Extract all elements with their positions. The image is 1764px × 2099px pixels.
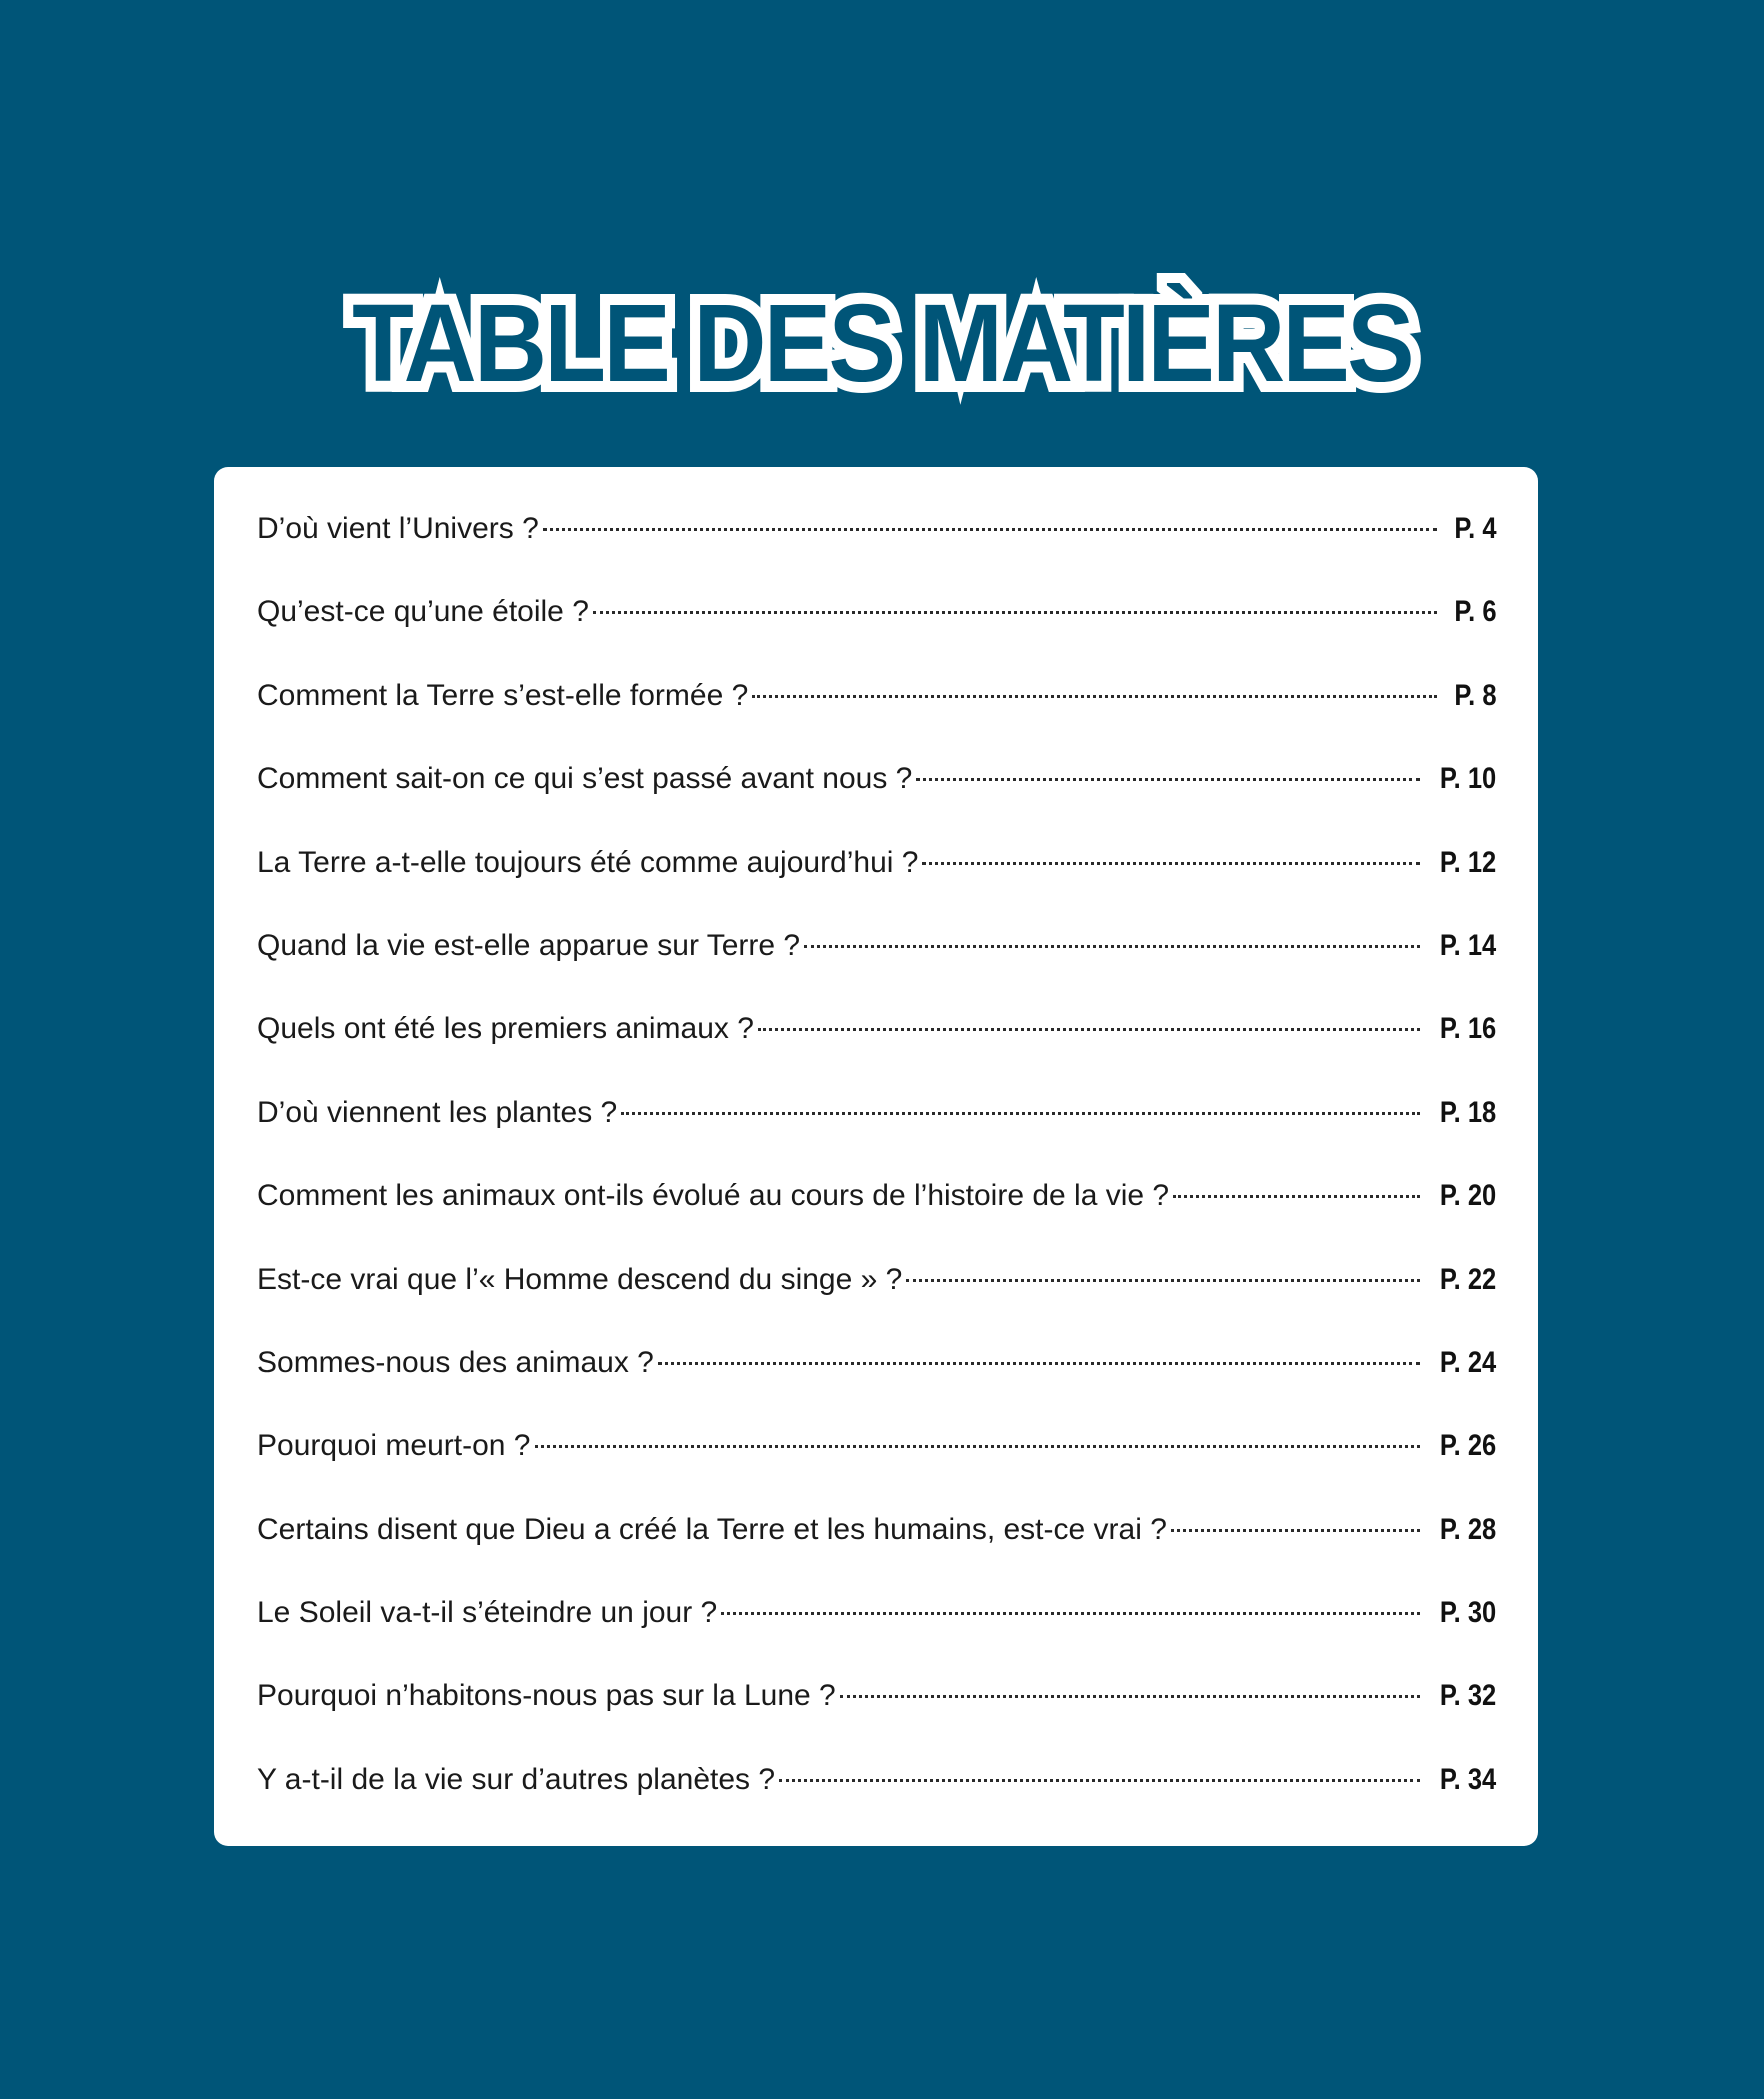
- dot-leader: [658, 1362, 1420, 1365]
- toc-entry-label: D’où vient l’Univers ?: [257, 512, 539, 545]
- toc-entry-label: Sommes-nous des animaux ?: [257, 1345, 654, 1379]
- toc-entry-page: P. 12: [1439, 845, 1496, 879]
- toc-entry[interactable]: [257, 1154, 1496, 1237]
- toc-entry-page: P. 26: [1439, 1429, 1496, 1463]
- toc-entry[interactable]: [257, 1238, 1496, 1321]
- toc-entry-label: Comment la Terre s’est-elle formée ?: [257, 678, 749, 712]
- toc-entry-label: D’où viennent les plantes ?: [257, 1095, 618, 1129]
- toc-entry[interactable]: [257, 904, 1496, 987]
- dot-leader: [922, 862, 1419, 865]
- toc-entry-page: P. 30: [1439, 1596, 1496, 1630]
- dot-leader: [916, 778, 1419, 781]
- toc-entry[interactable]: [257, 1654, 1496, 1737]
- toc-entry-label: Pourquoi n’habitons-nous pas sur la Lune ?: [257, 1679, 836, 1713]
- toc-list: [257, 487, 1496, 1821]
- toc-entry-page: P. 10: [1439, 762, 1496, 796]
- toc-entry[interactable]: [257, 821, 1496, 904]
- toc-entry-page: P. 22: [1439, 1262, 1496, 1296]
- dot-leader: [804, 945, 1420, 948]
- toc-entry-label: Qu’est-ce qu’une étoile ?: [257, 595, 589, 629]
- toc-entry-label: Est-ce vrai que l’« Homme descend du singe » ?: [257, 1262, 903, 1296]
- toc-entry-label: Quand la vie est-elle apparue sur Terre ?: [257, 928, 801, 962]
- dot-leader: [593, 611, 1437, 614]
- toc-entry-page: P. 14: [1439, 928, 1496, 962]
- toc-entry[interactable]: [257, 737, 1496, 820]
- toc-entry-label: La Terre a-t-elle toujours été comme aujourd’hui ?: [257, 845, 919, 879]
- toc-entry-page: P. 28: [1439, 1512, 1496, 1546]
- dot-leader: [1173, 1195, 1420, 1198]
- toc-entry-page: P. 16: [1439, 1012, 1496, 1046]
- toc-entry-page: P. 4: [1453, 512, 1496, 545]
- toc-card: [214, 467, 1538, 1846]
- dot-leader: [1171, 1529, 1420, 1532]
- toc-entry-label: Le Soleil va-t-il s’éteindre un jour ?: [257, 1596, 718, 1630]
- dot-leader: [543, 528, 1437, 531]
- toc-entry-page: P. 24: [1439, 1345, 1496, 1379]
- toc-entry[interactable]: [257, 1404, 1496, 1487]
- toc-entry-label: Certains disent que Dieu a créé la Terre et les humains, est-ce vrai ?: [257, 1512, 1167, 1546]
- dot-leader: [906, 1279, 1419, 1282]
- toc-entry[interactable]: [257, 487, 1496, 570]
- toc-entry-label: Comment les animaux ont-ils évolué au cours de l’histoire de la vie ?: [257, 1179, 1170, 1213]
- toc-entry[interactable]: [257, 654, 1496, 737]
- toc-entry-page: P. 18: [1439, 1095, 1496, 1129]
- toc-entry-label: Quels ont été les premiers animaux ?: [257, 1012, 754, 1046]
- toc-entry-label: Pourquoi meurt-on ?: [257, 1429, 531, 1463]
- toc-entry[interactable]: [257, 1738, 1496, 1821]
- dot-leader: [621, 1112, 1420, 1115]
- toc-entry-page: P. 32: [1439, 1679, 1496, 1713]
- toc-entry-label: Comment sait-on ce qui s’est passé avant nous ?: [257, 762, 913, 796]
- dot-leader: [721, 1612, 1420, 1615]
- page-title: TABLE DES MATIÈRES: [352, 281, 1412, 405]
- dot-leader: [752, 695, 1436, 698]
- dot-leader: [840, 1695, 1420, 1698]
- dot-leader: [758, 1028, 1420, 1031]
- toc-entry[interactable]: [257, 987, 1496, 1070]
- toc-entry-page: P. 20: [1439, 1179, 1496, 1213]
- toc-entry-page: P. 6: [1453, 595, 1496, 629]
- toc-entry-page: P. 34: [1439, 1762, 1496, 1796]
- dot-leader: [535, 1445, 1420, 1448]
- toc-entry[interactable]: [257, 570, 1496, 653]
- toc-entry-page: P. 8: [1453, 678, 1496, 712]
- dot-leader: [779, 1779, 1420, 1782]
- toc-entry[interactable]: [257, 1071, 1496, 1154]
- toc-entry[interactable]: [257, 1571, 1496, 1654]
- toc-entry[interactable]: [257, 1321, 1496, 1404]
- toc-entry-label: Y a-t-il de la vie sur d’autres planètes ?: [257, 1762, 776, 1796]
- toc-entry[interactable]: [257, 1488, 1496, 1571]
